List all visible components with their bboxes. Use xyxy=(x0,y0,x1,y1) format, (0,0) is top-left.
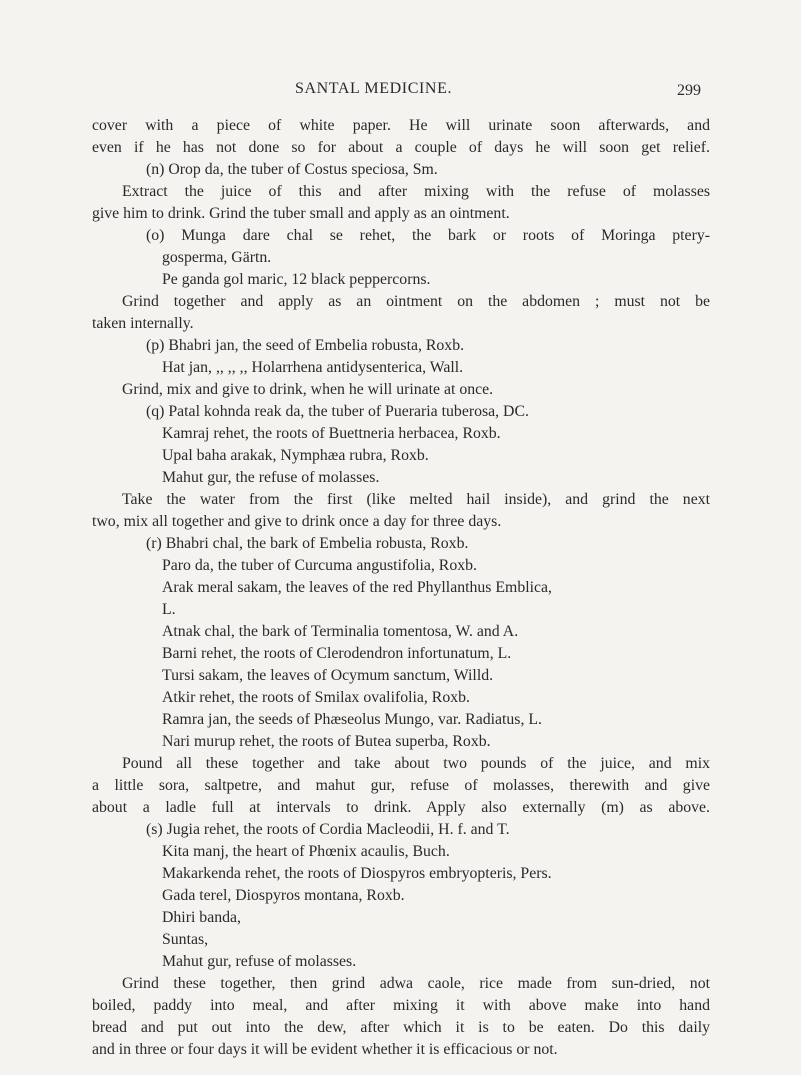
ingredient-line: Mahut gur, the refuse of molasses. xyxy=(162,469,380,486)
recipe-heading-r: (r) Bhabri chal, the bark of Embelia robusta, Roxb. xyxy=(146,535,469,552)
text-line: cover with a piece of white paper. He will urinate soon afterwards, and xyxy=(92,117,710,134)
text-line: give him to drink. Grind the tuber small and apply as an ointment. xyxy=(92,205,510,222)
ingredient-line: Upal baha arakak, Nymphæa rubra, Roxb. xyxy=(162,447,429,464)
text-line: Extract the juice of this and after mixing with the refuse of molasses xyxy=(122,183,710,200)
ingredient-line: Atnak chal, the bark of Terminalia tomentosa, W. and A. xyxy=(162,623,519,640)
text-line: a little sora, saltpetre, and mahut gur, refuse of molasses, therewith and give xyxy=(92,777,710,794)
ingredient-line: Mahut gur, refuse of molasses. xyxy=(162,953,357,970)
recipe-heading-p: (p) Bhabri jan, the seed of Embelia robusta, Roxb. xyxy=(146,337,465,354)
ingredient-line: Pe ganda gol maric, 12 black peppercorns. xyxy=(162,271,431,288)
ingredient-line: Dhiri banda, xyxy=(162,909,241,926)
text-line: Grind these together, then grind adwa caole, rice made from sun-dried, not xyxy=(122,975,710,992)
text-line: Take the water from the first (like melted hail inside), and grind the next xyxy=(122,491,710,508)
ingredient-line: Ramra jan, the seeds of Phæseolus Mungo, var. Radiatus, L. xyxy=(162,711,542,728)
ingredient-line: Kita manj, the heart of Phœnix acaulis, Buch. xyxy=(162,843,450,860)
text-line: Pound all these together and take about two pounds of the juice, and mix xyxy=(122,755,710,772)
ingredient-line: Suntas, xyxy=(162,931,209,948)
ingredient-line: Gada terel, Diospyros montana, Roxb. xyxy=(162,887,405,904)
ingredient-line: Tursi sakam, the leaves of Ocymum sanctum, Willd. xyxy=(162,667,494,684)
running-title: SANTAL MEDICINE. xyxy=(295,80,453,97)
text-line: and in three or four days it will be evident whether it is efficacious or not. xyxy=(92,1041,558,1058)
text-line: L. xyxy=(162,601,176,618)
recipe-heading-s: (s) Jugia rehet, the roots of Cordia Macleodii, H. f. and T. xyxy=(146,821,510,838)
text-line: Grind, mix and give to drink, when he will urinate at once. xyxy=(122,381,494,398)
recipe-heading-q: (q) Patal kohnda reak da, the tuber of Pueraria tuberosa, DC. xyxy=(146,403,529,420)
recipe-heading-o: (o) Munga dare chal se rehet, the bark or roots of Moringa ptery- xyxy=(146,227,710,244)
text-line: Grind together and apply as an ointment on the abdomen ; must not be xyxy=(122,293,710,310)
ingredient-line: Kamraj rehet, the roots of Buettneria herbacea, Roxb. xyxy=(162,425,501,442)
text-line: bread and put out into the dew, after which it is to be eaten. Do this daily xyxy=(92,1019,710,1036)
ingredient-line: Nari murup rehet, the roots of Butea superba, Roxb. xyxy=(162,733,491,750)
text-line: two, mix all together and give to drink once a day for three days. xyxy=(92,513,502,530)
text-line: even if he has not done so for about a couple of days he will soon get relief. xyxy=(92,139,710,156)
recipe-heading-n: (n) Orop da, the tuber of Costus speciosa, Sm. xyxy=(146,161,438,178)
ingredient-line: Paro da, the tuber of Curcuma angustifolia, Roxb. xyxy=(162,557,477,574)
ingredient-line: Makarkenda rehet, the roots of Diospyros embryopteris, Pers. xyxy=(162,865,552,882)
text-line: about a ladle full at intervals to drink. Apply also externally (m) as above. xyxy=(92,799,710,816)
text-line: taken internally. xyxy=(92,315,194,332)
text-line: boiled, paddy into meal, and after mixing it with above make into hand xyxy=(92,997,710,1014)
ingredient-line: Atkir rehet, the roots of Smilax ovalifolia, Roxb. xyxy=(162,689,470,706)
ingredient-line: Arak meral sakam, the leaves of the red Phyllanthus Emblica, xyxy=(162,579,552,596)
page-number: 299 xyxy=(677,82,701,99)
ingredient-line: Hat jan, ,, ,, ,, Holarrhena antidysenterica, Wall. xyxy=(162,359,464,376)
ingredient-line: Barni rehet, the roots of Clerodendron infortunatum, L. xyxy=(162,645,512,662)
text-line: gosperma, Gärtn. xyxy=(162,249,272,266)
